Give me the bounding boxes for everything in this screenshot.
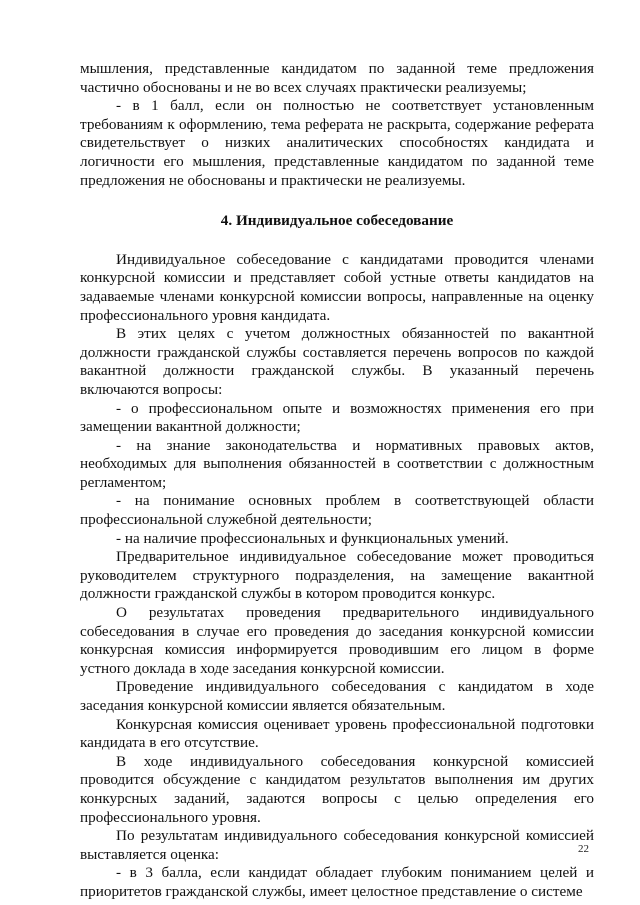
section-heading: 4. Индивидуальное собеседование [220, 212, 454, 230]
page-number: 22 [578, 843, 589, 855]
paragraph-score-3: - в 3 балла, если кандидат обладает глубоким пониманием целей и приоритетов гражданской службы, имеет целостное представление о системе [80, 864, 594, 900]
list-item-skills: - на наличие профессиональных и функциональных умений. [116, 529, 509, 547]
paragraph-results-preliminary: О результатах проведения предварительного индивидуального собеседования в случае его проведения до заседания конкурсной комиссии конкурсная комиссия информируется проводившим его лицом в форме устного доклада в ходе заседания конкурсной комиссии. [80, 604, 594, 677]
paragraph-preliminary: Предварительное индивидуальное собеседование может проводиться руководителем структурного подразделения, на замещение вакантной должности гражданской службы в котором проводится конкурс. [80, 548, 594, 603]
list-item-experience: - о профессиональном опыте и возможностях применения его при замещении вакантной должности; [80, 399, 594, 436]
document-page [80, 60, 594, 902]
paragraph-absence: Конкурсная комиссия оценивает уровень профессиональной подготовки кандидата в его отсутствие. [80, 715, 594, 752]
list-item-problems: - на понимание основных проблем в соответствующей области профессиональной служебной деятельности; [80, 492, 594, 529]
paragraph-grading: По результатам индивидуального собеседования конкурсной комиссией выставляется оценка: [80, 827, 594, 863]
paragraph-continued: мышления, представленные кандидатом по заданной теме предложения частично обоснованы и не во всех случаях практически реализуемы; [80, 60, 594, 96]
paragraph-question-list: В этих целях с учетом должностных обязанностей по вакантной должности гражданской службы составляется перечень вопросов по каждой вакантной должности гражданской службы. В указанный перечень включаются вопросы: [80, 325, 594, 398]
paragraph-score-1: - в 1 балл, если он полностью не соответствует установленным требованиям к оформлению, тема реферата не раскрыта, содержание реферата свидетельствует о низких аналитических способностях кандидата и логичности его мышления, представленные кандидатом по заданной теме предложения не обоснованы и практически не реализуемы. [80, 97, 594, 189]
paragraph-mandatory: Проведение индивидуального собеседования с кандидатом в ходе заседания конкурсной комиссии является обязательным. [80, 678, 594, 714]
list-item-law: - на знание законодательства и нормативных правовых актов, необходимых для выполнения обязанностей в соответствии с должностным регламентом; [80, 436, 594, 491]
paragraph-interview-intro: Индивидуальное собеседование с кандидатами проводится членами конкурсной комиссии и представляет собой устные ответы кандидатов на задаваемые членами конкурсной комиссии вопросы, направленные на оценку профессионального уровня кандидата. [80, 250, 594, 324]
paragraph-discussion: В ходе индивидуального собеседования конкурсной комиссией проводится обсуждение с кандидатом результатов выполнения им других конкурсных заданий, задаются вопросы с целью определения его профессионального уровня. [80, 752, 594, 826]
